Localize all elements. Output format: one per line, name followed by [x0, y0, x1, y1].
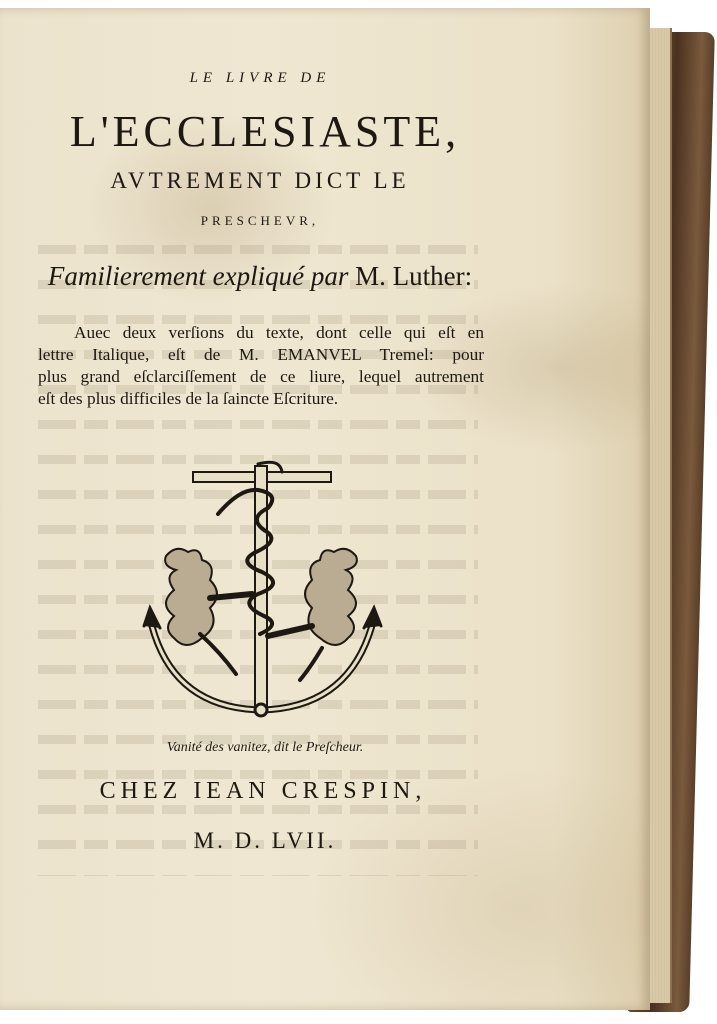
anchor-with-serpent-and-cherubs-icon [140, 448, 390, 738]
author-line [35, 261, 485, 292]
publisher-line: CHEZ IEAN CRESPIN, [99, 778, 427, 804]
title-line-3: AVTREMENT DICT LE [110, 168, 410, 193]
paragraph-line: lettre Italique, eſt de M. EMANVEL Tremel: pour [38, 345, 484, 364]
title-line-4: PRESCHEVR, [200, 213, 320, 228]
title-page [0, 8, 650, 1010]
paragraph-line: plus grand eſclarciſſement de ce liure, lequel autrement [38, 367, 484, 386]
description-paragraph [38, 322, 484, 410]
author-name: M. Luther: [355, 261, 473, 291]
publication-date: M. D. LVII. [193, 828, 337, 853]
title-line-1: LE LIVRE DE [189, 70, 331, 86]
paragraph-line: Auec deux verſions du texte, dont celle qui eſt en [74, 323, 484, 342]
main-title: L'ECCLESIASTE, [69, 107, 461, 156]
device-caption: Vanité des vanitez, dit le Preſcheur. [166, 740, 364, 755]
paragraph-line: eſt des plus difficiles de la ſaincte Eſcriture. [38, 389, 339, 408]
author-line-text: Familierement expliqué par [47, 261, 356, 291]
